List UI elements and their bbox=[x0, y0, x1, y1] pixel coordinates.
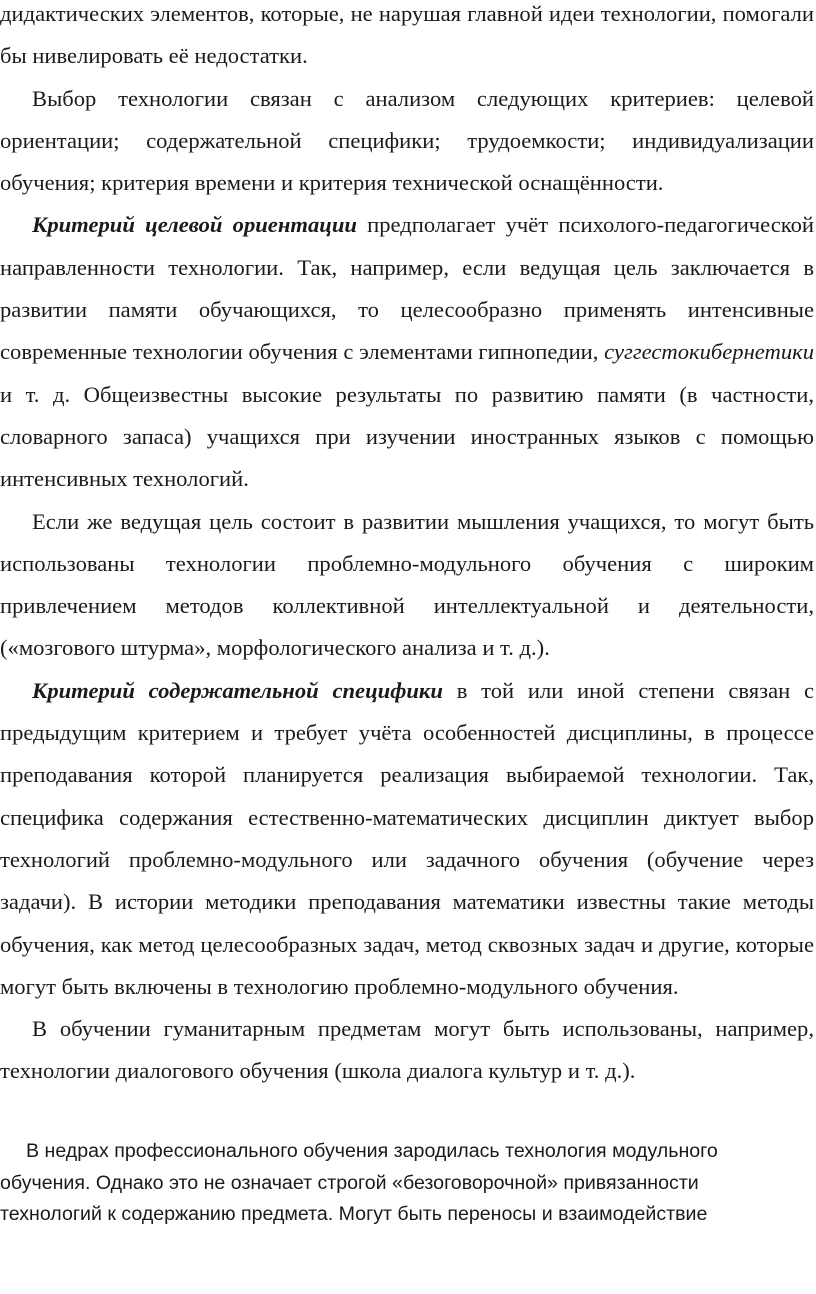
paragraph-text: и т. д. Общеизвестны высокие результаты по развитию памяти (в частности, словарного запаса) учащихся при изучении иностранных языков с помощью интенсивных технологий. bbox=[0, 381, 814, 492]
paragraph-thinking-development: Если же ведущая цель состоит в развитии мышления учащихся, то могут быть использованы технологии проблемно-модульного обучения с широким привлечением методов коллективной интеллектуальной и деятельности, («мозгового штурма», морфологического анализа и т. д.). bbox=[0, 508, 814, 661]
paragraph-professional-training: В недрах профессионального обучения зародилась технология модульного обучения. Однако это не означает строгой «безоговорочной» привязанности технологий к содержанию предмета. Могут быть переносы и взаимодействие bbox=[0, 1140, 718, 1225]
paragraph-text: предполагает учёт психолого-педагогической направленности технологии. Так, например, если ведущая цель заключается в развитии памяти обучающихся, то целесообразно применять интенсивные современные технологии обучения с элементами гипнопедии, bbox=[0, 212, 814, 365]
term-target-orientation: Критерий целевой ориентации bbox=[32, 212, 357, 238]
paragraph-text: в той или иной степени связан с предыдущим критерием и требует учёта особенностей дисциплины, в процессе преподавания которой планируется реализация выбираемой технологии. Так, специфика содержания естественно-математических дисциплин диктует выбор технологий проблемно-модульного или задачного обучения (обучение через задачи). В истории методики преподавания математики известны такие методы обучения, как метод целесообразных задач, метод сквозных задач и другие, которые могут быть включены в технологию проблемно-модульного обучения. bbox=[0, 677, 814, 999]
paragraph-content-specifics bbox=[0, 670, 814, 1008]
paragraph-target-orientation bbox=[0, 204, 814, 500]
paragraph-humanities: В обучении гуманитарным предметам могут быть использованы, например, технологии диалогового обучения (школа диалога культур и т. д.). bbox=[0, 1016, 814, 1084]
paragraph-technology-selection: Выбор технологии связан с анализом следующих критериев: целевой ориентации; содержательной специфики; трудоемкости; индивидуализации обучения; критерия времени и критерия технической оснащённости. bbox=[0, 85, 814, 196]
paragraph-intro-continuation: дидактических элементов, которые, не нарушая главной идеи технологии, помогали бы нивелировать её недостатки. bbox=[0, 1, 814, 69]
term-suggestocybernetics: суггестокибернетики bbox=[604, 339, 814, 365]
term-content-specifics: Критерий содержательной специфики bbox=[32, 677, 443, 703]
